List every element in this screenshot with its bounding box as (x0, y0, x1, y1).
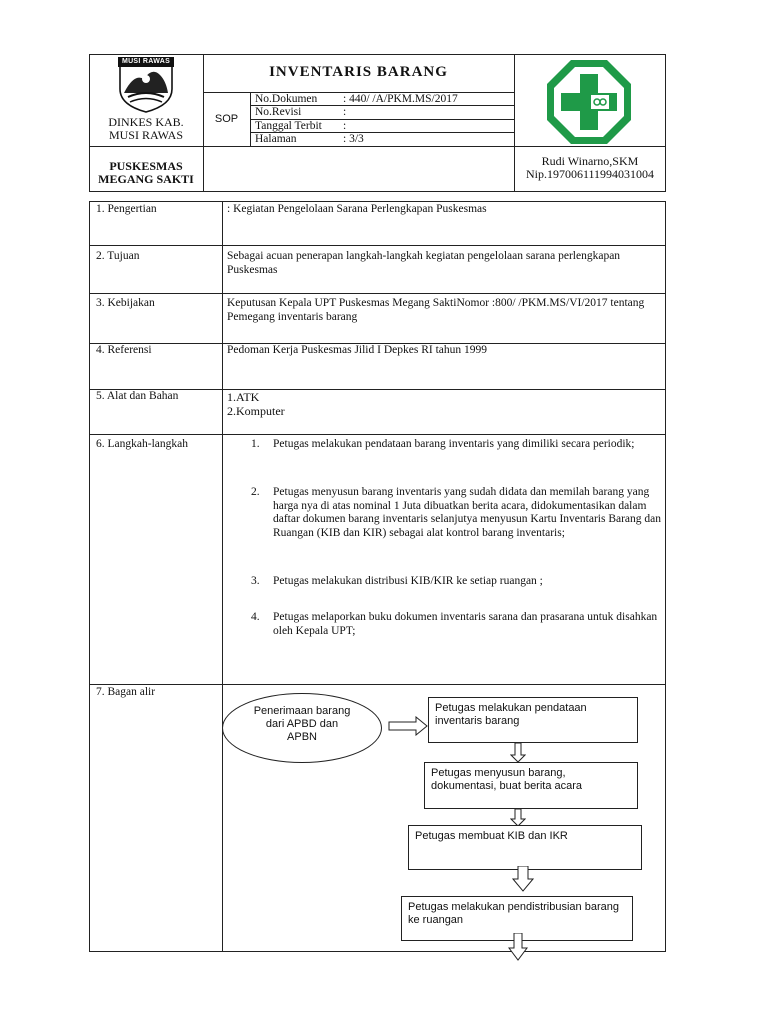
step-text: Petugas melakukan pendataan barang inventaris yang dimiliki secara periodik; (273, 438, 635, 450)
flow-start-text: Penerimaan barang dari APBD dan APBN (253, 705, 351, 743)
section-label-langkah: 6. Langkah-langkah (96, 438, 188, 450)
document-title: INVENTARIS BARANG (269, 64, 448, 80)
musi-rawas-logo (114, 55, 178, 113)
section-label-bagan-alir: 7. Bagan alir (96, 686, 156, 698)
puskesmas-logo (545, 58, 633, 146)
section-label-pengertian: 1. Pengertian (96, 203, 157, 215)
org-name-line2: MUSI RAWAS (108, 128, 184, 142)
section-content-pengertian: : Kegiatan Pengelolaan Sarana Perlengkapan Puskesmas (227, 203, 487, 215)
flow-box-pendataan: Petugas melakukan pendataan inventaris barang (428, 697, 638, 743)
section-label-alat-bahan: 5. Alat dan Bahan (96, 390, 179, 402)
signer-name: Rudi Winarno,SKM (541, 154, 639, 168)
section-content-tujuan: Sebagai acuan penerapan langkah-langkah kegiatan pengelolaan sarana perlengkapan Puskesmas (227, 250, 621, 276)
meta-label-tanggal: Tanggal Terbit (255, 120, 322, 132)
section-label-referensi: 4. Referensi (96, 344, 152, 356)
meta-value-dokumen: : 440/ /A/PKM.MS/2017 (343, 93, 458, 105)
meta-label-halaman: Halaman (255, 133, 297, 145)
sop-label: SOP (214, 113, 239, 125)
step-number: 2. (251, 486, 260, 498)
step-text: Petugas menyusun barang inventaris yang sudah didata dan memilah barang yang harga nya di atas nominal 1 Juta dibuatkan berita acara, didokumentasikan dalam daftar dokumen barang inventaris selanjutya menyusun Kartu Inventaris Barang dan Ruangan (KIB dan KIR) sebagai alat kontrol barang inventaris; (273, 486, 662, 539)
meta-value-tanggal: : (343, 120, 347, 132)
section-content-referensi: Pedoman Kerja Puskesmas Jilid I Depkes RI tahun 1999 (227, 344, 487, 356)
section-content-kebijakan: Keputusan Kepala UPT Puskesmas Megang SaktiNomor :800/ /PKM.MS/VI/2017 tentang Pemegang inventaris barang (227, 297, 645, 323)
step-number: 1. (251, 438, 260, 450)
list-item: 2.Komputer (227, 404, 285, 418)
section-label-tujuan: 2. Tujuan (96, 250, 140, 262)
logo-banner-text: MUSI RAWAS (121, 58, 171, 65)
signer-nip: Nip.197006111994031004 (525, 167, 655, 181)
unit-name-line1: PUSKESMAS (109, 159, 183, 173)
meta-label-revisi: No.Revisi (255, 106, 302, 118)
flow-box-menyusun: Petugas menyusun barang, dokumentasi, buat berita acara (424, 762, 638, 809)
flow-arrow-down (510, 743, 526, 763)
flow-box-kib: Petugas membuat KIB dan IKR (408, 825, 642, 870)
flow-arrow-down (512, 866, 534, 892)
step-text: Petugas melaporkan buku dokumen inventaris sarana dan prasarana untuk disahkan oleh Kepala UPT; (273, 611, 658, 637)
flow-box-distribusi: Petugas melakukan pendistribusian barang ke ruangan (401, 896, 633, 941)
meta-label-dokumen: No.Dokumen (255, 93, 318, 105)
meta-value-halaman: : 3/3 (343, 133, 364, 145)
list-item: 1.ATK (227, 390, 260, 404)
step-text: Petugas melakukan distribusi KIB/KIR ke setiap ruangan ; (273, 575, 543, 587)
section-label-kebijakan: 3. Kebijakan (96, 297, 155, 309)
flow-arrow-down (508, 933, 528, 961)
flow-arrow-right (388, 716, 428, 736)
meta-value-revisi: : (343, 106, 347, 118)
step-number: 3. (251, 575, 260, 587)
unit-name-line2: MEGANG SAKTI (98, 172, 194, 186)
step-number: 4. (251, 611, 260, 623)
org-name-line1: DINKES KAB. (108, 115, 184, 129)
